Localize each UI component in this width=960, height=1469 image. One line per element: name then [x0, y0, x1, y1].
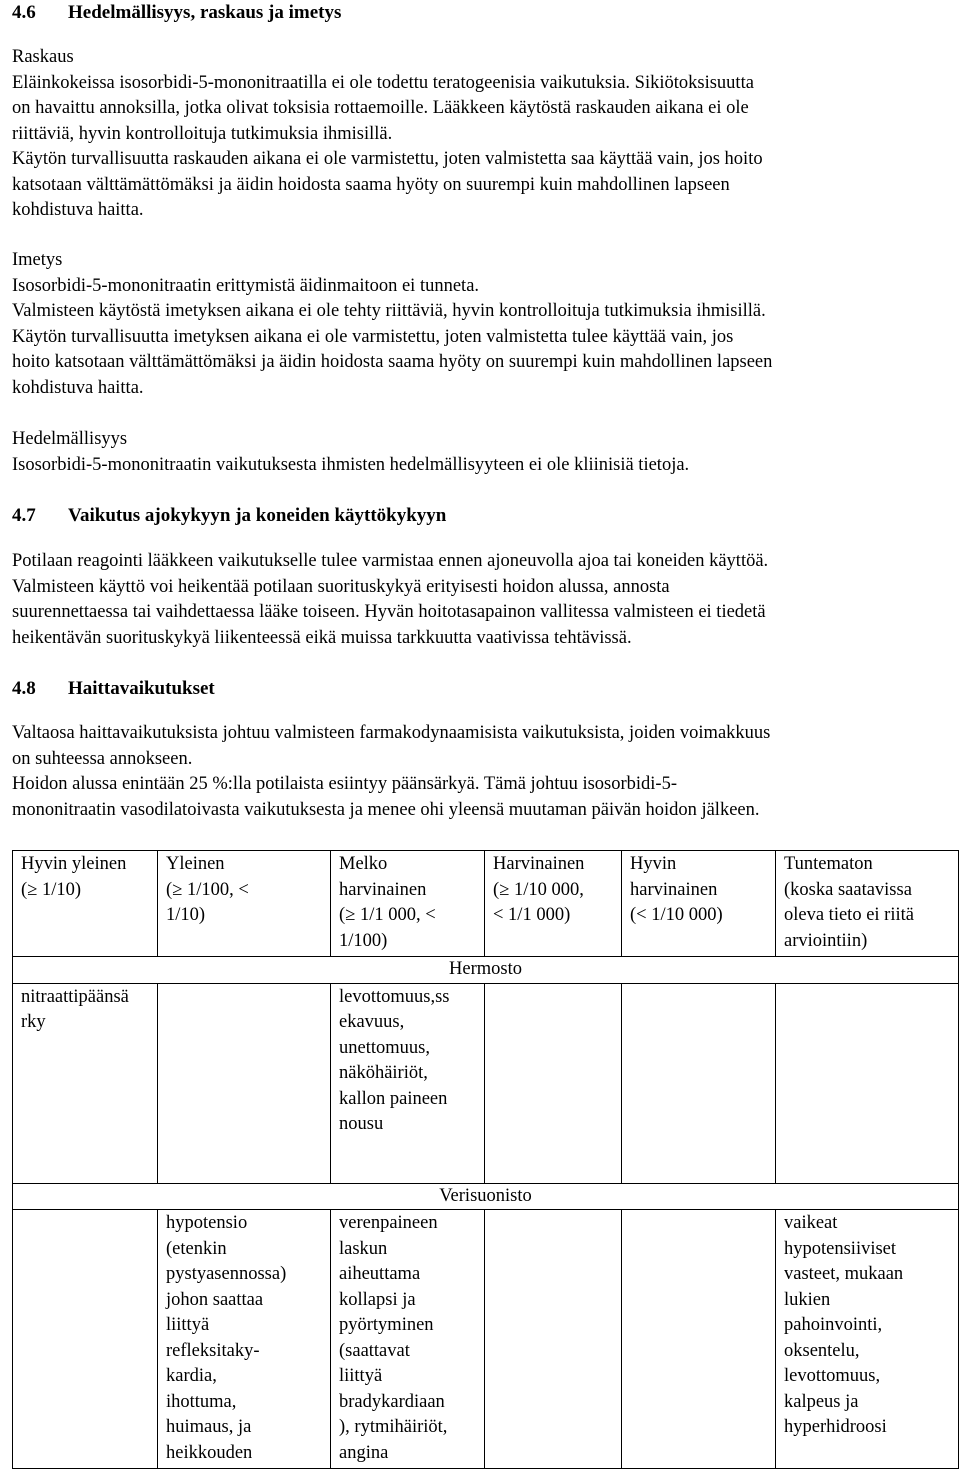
table-cell [158, 983, 331, 1183]
category-row [13, 957, 959, 984]
paragraph-line: Eläinkokeissa isosorbidi-5-mononitraatilla ei ole todettu teratogeenisia vaikutuksia. Sikiötoksisuutta [12, 72, 754, 93]
section-title: Haittavaikutukset [68, 678, 215, 699]
header-cell: Yleinen (≥ 1/100, < 1/10) [158, 851, 331, 957]
section-number: 4.6 [12, 2, 36, 23]
subheading-hedelmallisyys: Hedelmällisyys [12, 429, 128, 449]
adverse-effects-table [12, 850, 959, 1469]
table-row [13, 1210, 959, 1469]
paragraph-line: Käytön turvallisuutta raskauden aikana ei ole varmistettu, joten valmistetta saa käyttää vain, jos hoito [12, 149, 763, 169]
paragraph-line: on suhteessa annokseen. [12, 748, 193, 769]
table-cell [622, 983, 776, 1183]
imetys-block [12, 248, 948, 401]
section-4-6-heading [12, 0, 341, 25]
paragraph-line: Valtaosa haittavaikutuksista johtuu valmisteen farmakodynaamisista vaikutuksista, joiden voimakkuus [12, 723, 771, 743]
table-cell [13, 1210, 158, 1469]
table-cell [776, 983, 959, 1183]
paragraph-line: hoito katsotaan välttämättömäksi ja äidin hoidosta saama hyöty on suurempi kuin mahdollinen lapseen [12, 352, 773, 372]
paragraph-line: Isosorbidi-5-mononitraatin erittymistä äidinmaitoon ei tunneta. [12, 275, 480, 296]
paragraph-line: kohdistuva haitta. [12, 377, 144, 398]
paragraph-line: riittäviä, hyvin kontrolloituja tutkimuksia ihmisillä. [12, 123, 393, 144]
table-cell: verenpaineen laskun aiheuttama kollapsi ja pyörtyminen (saattavat liittyä bradykardiaan ), rytmihäiriöt, angina [331, 1210, 485, 1469]
paragraph-line: Potilaan reagointi lääkkeen vaikutukselle tulee varmistaa ennen ajoneuvolla ajoa tai koneiden käyttöä. [12, 551, 769, 571]
section-number: 4.8 [12, 678, 36, 699]
section-4-8-heading [12, 676, 215, 701]
table-cell: hypotensio (etenkin pystyasennossa) johon saattaa liittyä refleksitaky- kardia, ihottuma, huimaus, ja heikkouden [158, 1210, 331, 1469]
table-cell [485, 1210, 622, 1469]
paragraph-line: Käytön turvallisuutta imetyksen aikana ei ole varmistettu, joten valmistetta tulee käyttää vain, jos [12, 326, 734, 347]
category-row [13, 1183, 959, 1210]
frequency-header-row [13, 851, 959, 957]
header-cell: Tuntematon (koska saatavissa oleva tieto ei riitä arviointiin) [776, 851, 959, 957]
table-row [13, 983, 959, 1183]
paragraph-line: kohdistuva haitta. [12, 200, 144, 220]
paragraph-line: heikentävän suorituskykyä liikenteessä eikä muissa tarkkuutta vaativissa tehtävissä. [12, 627, 632, 648]
table-cell: levottomuus,ss ekavuus, unettomuus, näköhäiriöt, kallon paineen nousu [331, 983, 485, 1183]
paragraph-line: Hoidon alussa enintään 25 %:lla potilaista esiintyy päänsärkyä. Tämä johtuu isosorbidi-5- [12, 774, 678, 794]
hedelmallisyys-block [12, 427, 948, 478]
category-hermosto: Hermosto [13, 957, 959, 984]
section-number: 4.7 [12, 505, 36, 526]
subheading-imetys: Imetys [12, 250, 63, 270]
paragraph-line: Isosorbidi-5-mononitraatin vaikutuksesta ihmisten hedelmällisyyteen ei ole kliinisiä tietoja. [12, 454, 690, 475]
raskaus-block [12, 45, 948, 224]
header-cell: Melko harvinainen (≥ 1/1 000, < 1/100) [331, 851, 485, 957]
ajokyky-block [12, 549, 948, 651]
header-cell: Hyvin harvinainen (< 1/10 000) [622, 851, 776, 957]
paragraph-line: on havaittu annoksilla, jotka olivat toksisia rottaemoille. Lääkkeen käytöstä raskauden aikana ei ole [12, 98, 749, 118]
table-cell: vaikeat hypotensiiviset vasteet, mukaan lukien pahoinvointi, oksentelu, levottomuus, kalpeus ja hyperhidroosi [776, 1210, 959, 1469]
subheading-raskaus: Raskaus [12, 47, 74, 67]
paragraph-line: Valmisteen käyttö voi heikentää potilaan suorituskykyä erityisesti hoidon alussa, annosta [12, 576, 670, 597]
header-cell: Hyvin yleinen (≥ 1/10) [13, 851, 158, 957]
section-title: Vaikutus ajokykyyn ja koneiden käyttökykyyn [68, 505, 447, 526]
section-4-7-heading [12, 503, 446, 528]
paragraph-line: katsotaan välttämättömäksi ja äidin hoidosta saama hyöty on suurempi kuin mahdollinen lapseen [12, 174, 730, 195]
header-cell: Harvinainen (≥ 1/10 000, < 1/1 000) [485, 851, 622, 957]
paragraph-line: mononitraatin vasodilatoivasta vaikutuksesta ja menee ohi yleensä muutaman päivän hoidon jälkeen. [12, 799, 760, 820]
section-title: Hedelmällisyys, raskaus ja imetys [68, 2, 342, 23]
haittavaikutukset-block [12, 721, 948, 823]
table-cell [485, 983, 622, 1183]
paragraph-line: Valmisteen käytöstä imetyksen aikana ei ole tehty riittäviä, hyvin kontrolloituja tutkimuksia ihmisillä. [12, 301, 766, 321]
table-cell [622, 1210, 776, 1469]
paragraph-line: suurennettaessa tai vaihdettaessa lääke toiseen. Hyvän hoitotasapainon vallitessa valmisteen ei tiedetä [12, 602, 766, 622]
category-verisuonisto: Verisuonisto [13, 1183, 959, 1210]
table-cell: nitraattipäänsä rky [13, 983, 158, 1183]
